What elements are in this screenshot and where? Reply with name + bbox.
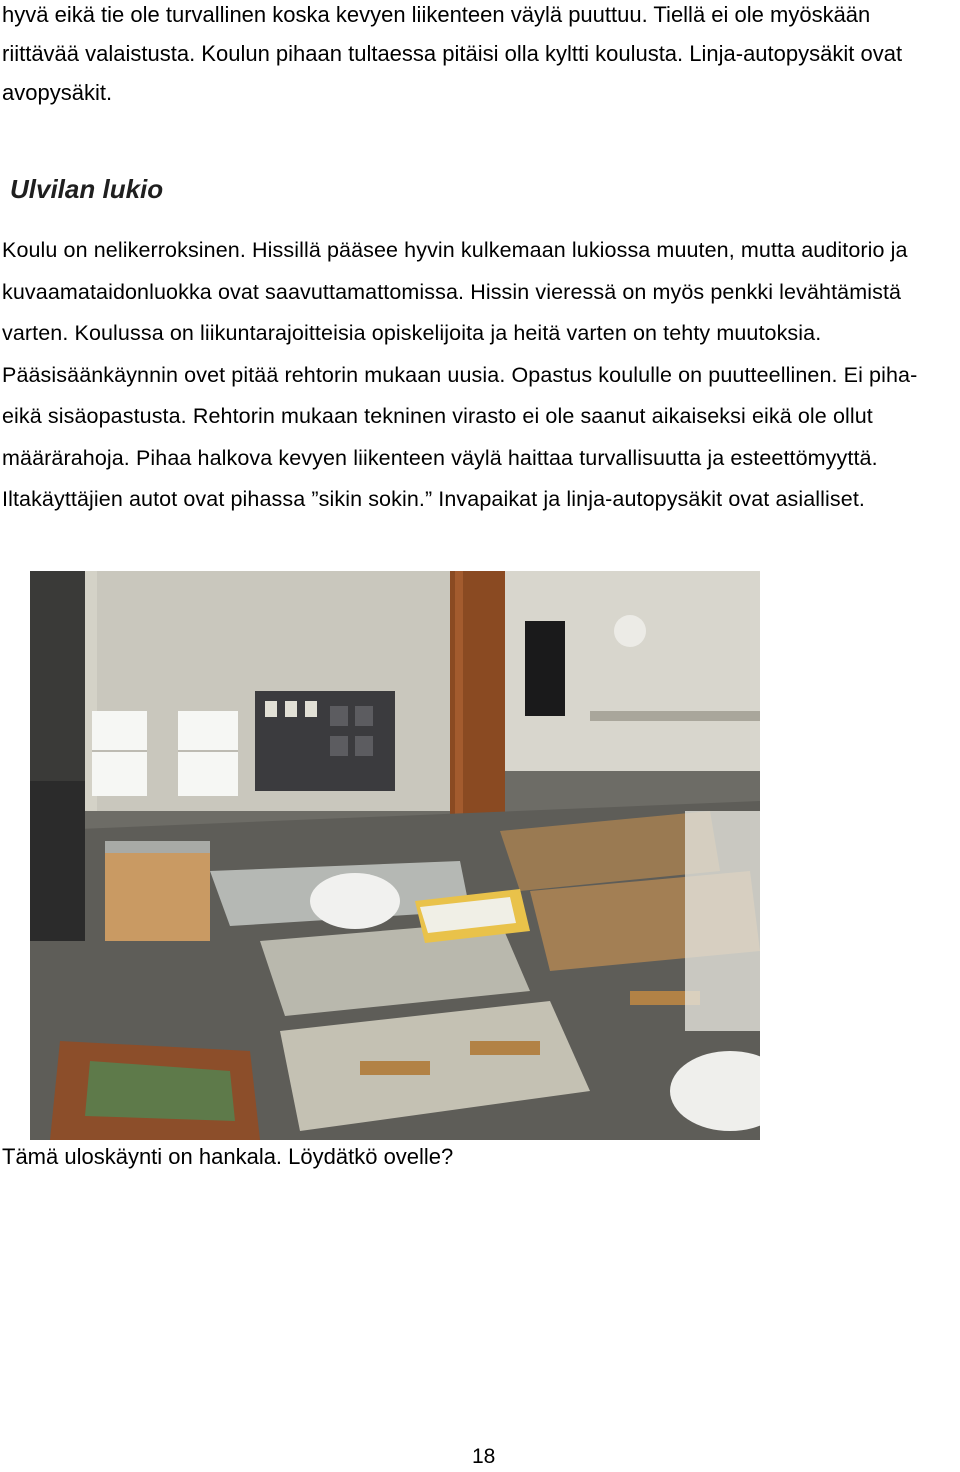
page-number: 18 bbox=[472, 1445, 496, 1468]
body-paragraph: Koulu on nelikerroksinen. Hissillä pääsee hyvin kulkemaan lukiossa muuten, mutta auditorio ja kuvaamataidonluokka ovat saavuttamattomissa. Hissin vieressä on myös penkki levähtämistä varten. Koulussa on liikuntarajoitteisia opiskelijoita ja heitä varten on tehty muutoksia. Pääsisäänkäynnin ovet pitää rehtorin mukaan uusia. Opastus koululle on puutteellinen. Ei piha- eikä sisäopastusta. Rehtorin mukaan tekninen virasto ei ole saanut aikaiseksi eikä ole ollut määrärahoja. Pihaa halkova kevyen liikenteen väylä haittaa turvallisuutta ja esteettömyyttä. Iltakäyttäjien autot ovat pihassa ”sikin sokin.” Invapaikat ja linja-autopysäkit ovat asialliset. bbox=[2, 238, 918, 511]
classroom-photo bbox=[30, 571, 760, 1140]
section-heading: Ulvilan lukio bbox=[10, 174, 164, 204]
intro-paragraph: hyvä eikä tie ole turvallinen koska kevyen liikenteen väylä puuttuu. Tiellä ei ole myöskään riittävää valaistusta. Koulun pihaan tultaessa pitäisi olla kyltti koulusta. Linja-autopysäkit ovat avopysäkit. bbox=[2, 2, 903, 105]
photo-caption: Tämä uloskäynti on hankala. Löydätkö ovelle? bbox=[2, 1144, 454, 1169]
classroom-photo-illustration bbox=[30, 571, 760, 1140]
